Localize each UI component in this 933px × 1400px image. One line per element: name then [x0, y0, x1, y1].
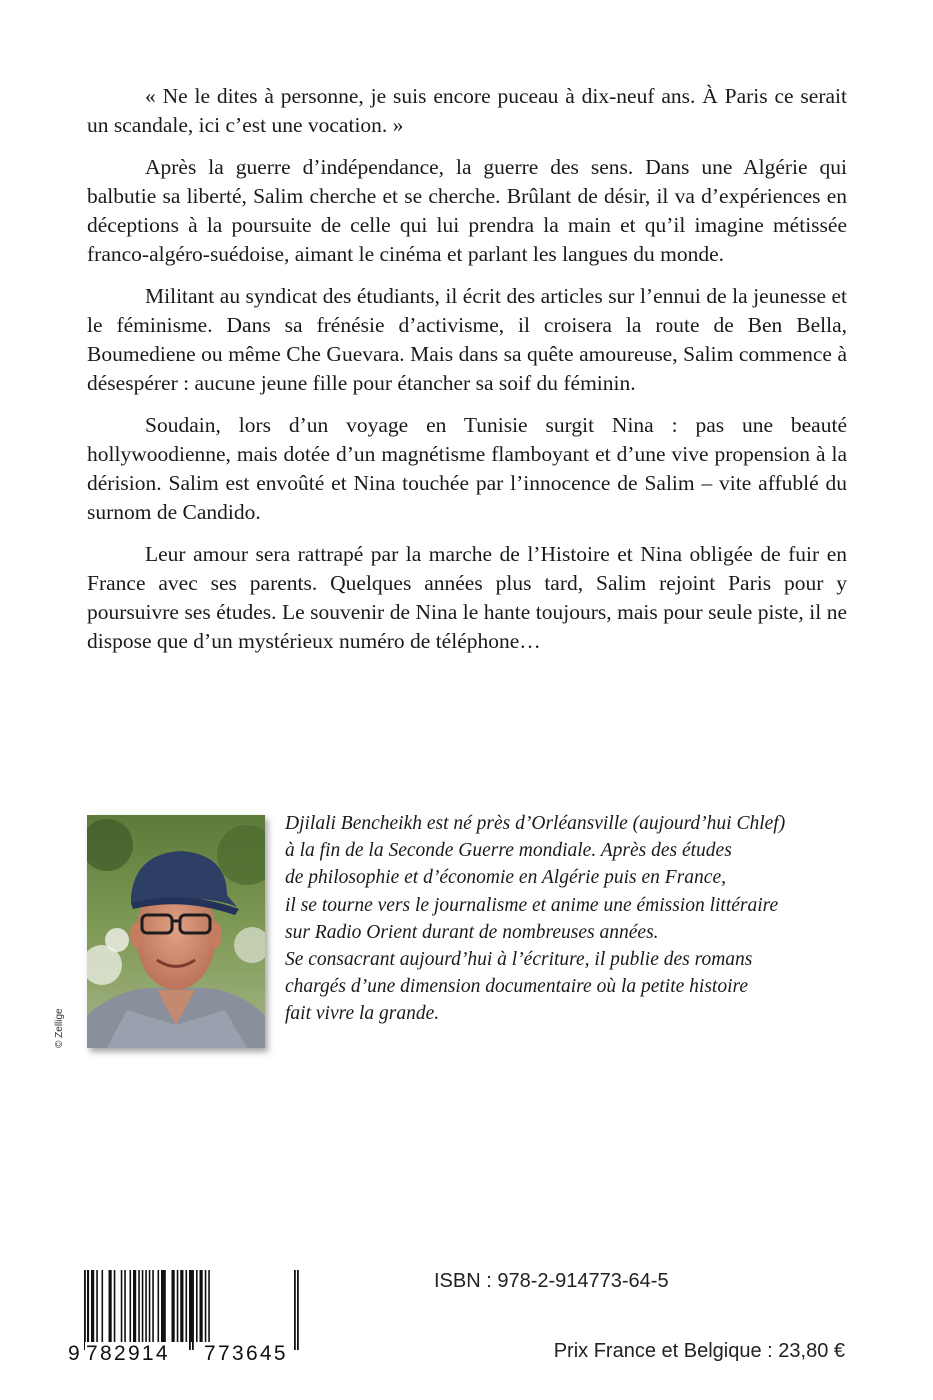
barcode-bar — [121, 1270, 123, 1342]
barcode-bar — [142, 1270, 144, 1342]
price-text: Prix France et Belgique : 23,80 € — [553, 1340, 845, 1362]
barcode-guard-bar — [294, 1270, 296, 1350]
blurb-paragraph: Militant au syndicat des étudiants, il écrit des articles sur l’ennui de la jeunesse et le féminisme. Dans sa frénésie d’activisme, il croisera la route de Ben Bella, Boumediene ou même Che Guevara. Mais dans sa quête amoureuse, Salim commence à désespérer : aucune jeune fille pour étancher sa soif du féminin. — [87, 284, 847, 395]
barcode-bar — [133, 1270, 136, 1342]
blurb-paragraph: Soudain, lors d’un voyage en Tunisie surgit Nina : pas une beauté hollywoodienne, mais dotée d’un magnétisme flamboyant et d’une vive propension à la dérision. Salim est envoûté et Nina touchée par l’innocence de Salim – vite affublé du surnom de Candido. — [87, 413, 847, 524]
barcode-bar — [177, 1270, 179, 1342]
barcode-left-digits: 782914 — [86, 1342, 170, 1365]
barcode-bar — [124, 1270, 126, 1342]
barcode-bar — [200, 1270, 203, 1342]
bio-line: de philosophie et d’économie en Algérie puis en France, — [285, 867, 726, 889]
barcode-bar — [208, 1270, 210, 1342]
barcode-bar — [186, 1270, 188, 1342]
barcode-bar — [180, 1270, 183, 1342]
author-photo — [87, 815, 265, 1048]
bio-line: il se tourne vers le journalisme et anime une émission littéraire — [285, 894, 779, 916]
bio-line: sur Radio Orient durant de nombreuses années. — [285, 921, 659, 943]
blurb-paragraph: Leur amour sera rattrapé par la marche de l’Histoire et Nina obligée de fuir en France avec ses parents. Quelques années plus tard, Salim rejoint Paris pour y poursuivre ses études. Le souvenir de Nina le hante toujours, mais pour seule piste, il ne dispose que d’un mystérieux numéro de téléphone… — [87, 542, 847, 653]
barcode-guard-bar — [189, 1270, 191, 1350]
blurb-paragraph: « Ne le dites à personne, je suis encore puceau à dix-neuf ans. À Paris ce serait un scandale, ici c’est une vocation. » — [87, 84, 847, 137]
barcode-bar — [158, 1270, 160, 1342]
photo-credit: © Zellige — [54, 1008, 65, 1048]
barcode-bar — [172, 1270, 175, 1342]
barcode-bar — [114, 1270, 116, 1342]
barcode-bar — [161, 1270, 166, 1342]
bio-line: Se consacrant aujourd’hui à l’écriture, il publie des romans — [285, 949, 753, 971]
barcode-bar — [130, 1270, 132, 1342]
barcode-right-digits: 773645 — [204, 1342, 288, 1365]
barcode-bar — [109, 1270, 112, 1342]
barcode-bar — [96, 1270, 98, 1342]
barcode-digits — [68, 1342, 314, 1368]
bio-line: à la fin de la Seconde Guerre mondiale. Après des études — [285, 840, 732, 862]
barcode-first-digit: 9 — [68, 1342, 82, 1365]
barcode-bars — [68, 1270, 314, 1350]
barcode-bar — [196, 1270, 198, 1342]
barcode-guard-bar — [192, 1270, 194, 1350]
barcode-bar — [149, 1270, 151, 1342]
barcode-bar — [145, 1270, 147, 1342]
barcode-guard-bar — [84, 1270, 86, 1350]
barcode-guard-bar — [87, 1270, 89, 1350]
back-cover-blurb — [87, 82, 847, 669]
bio-line: Djilali Bencheikh est né près d’Orléansville (aujourd’hui Chlef) — [285, 813, 786, 834]
bio-line: fait vivre la grande. — [285, 1003, 440, 1025]
author-bio — [285, 810, 855, 1028]
barcode-guard-bar — [297, 1270, 299, 1350]
barcode-bar — [138, 1270, 140, 1342]
barcode-bar — [102, 1270, 104, 1342]
bio-line: chargés d’une dimension documentaire où la petite histoire — [285, 976, 749, 998]
barcode-bar — [152, 1270, 154, 1342]
barcode-bar — [205, 1270, 207, 1342]
barcode-bar — [91, 1270, 94, 1342]
blurb-paragraph: Après la guerre d’indépendance, la guerre des sens. Dans une Algérie qui balbutie sa liberté, Salim cherche et se cherche. Brûlant de désir, il va d’expériences en déceptions à la poursuite de celle qui lui prendra la main et qu’il imagine métissée franco-algéro-suédoise, aimant le cinéma et parlant les langues du monde. — [87, 155, 847, 266]
isbn-barcode — [68, 1270, 314, 1370]
isbn-text: ISBN : 978-2-914773-64-5 — [434, 1270, 669, 1292]
